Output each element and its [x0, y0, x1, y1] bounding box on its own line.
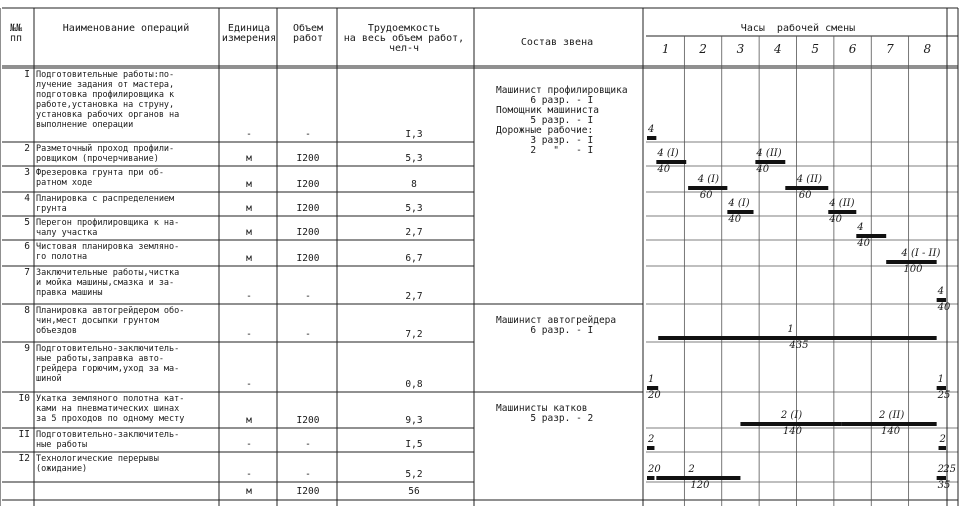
gantt-bar-duration: 140 [782, 426, 802, 437]
header-crew: Состав звена [520, 37, 594, 48]
row-unit: - [246, 469, 252, 480]
gantt-bar-label: 20 [648, 464, 661, 475]
row-unit: - [246, 329, 252, 340]
gantt-bar-duration: 140 [881, 426, 901, 437]
hour-label: 5 [811, 42, 820, 56]
row-labor: I,3 [405, 129, 423, 140]
row-volume: - [305, 129, 311, 140]
row-unit: м [246, 415, 252, 426]
crew-grader: Машинист автогрейдера 6 разр. - I [496, 315, 617, 336]
gantt-bar-label: 25 [943, 464, 956, 475]
row-number: 6 [24, 241, 30, 252]
gantt-bar-label: 2 [939, 434, 946, 445]
row-number: 9 [24, 343, 30, 354]
gantt-bar-label: 4 (I) [657, 148, 679, 159]
gantt-bar-duration: 40 [857, 238, 871, 249]
row-labor: I,5 [405, 439, 423, 450]
gantt-bar-label: 1 [648, 374, 655, 385]
gantt-bar-duration: 120 [690, 480, 710, 491]
hour-label: 7 [886, 42, 894, 56]
row-volume: - [305, 291, 311, 302]
row-volume: - [305, 439, 311, 450]
gantt-bar-label: 4 [857, 222, 864, 233]
header-operation: Наименование операций [62, 23, 190, 34]
total-volume: I200 [296, 486, 320, 497]
row-operation-name: Подготовительно-заключитель- ные работы,заправка авто- грейдера горючим,уход за ма- шиной [36, 344, 180, 384]
row-operation-name: Планировка с распределением грунта [36, 194, 175, 214]
gantt-bar-duration: 35 [937, 480, 951, 491]
gantt-bar [647, 476, 654, 480]
gantt-bar-duration: 40 [829, 214, 842, 225]
hour-label: 3 [736, 42, 745, 56]
row-number: 2 [24, 143, 30, 154]
row-volume: - [305, 469, 311, 480]
row-unit: - [246, 379, 252, 390]
row-number: 5 [24, 217, 30, 228]
crew-rollers: Машинисты катков 5 разр. - 2 [496, 403, 594, 424]
row-operation-name: Технологические перерывы (ожидание) [36, 454, 159, 474]
row-number: 7 [24, 267, 30, 278]
row-volume: I200 [296, 203, 320, 214]
gantt-bar-duration: 40 [756, 164, 770, 175]
row-volume: I200 [296, 253, 320, 264]
header-volume: Объем работ [292, 23, 324, 44]
row-operation-name: Фрезеровка грунта при об- ратном ходе [36, 168, 164, 188]
total-unit: м [246, 486, 252, 497]
gantt-bar-label: 4 [648, 124, 655, 135]
row-number: 3 [24, 167, 30, 178]
row-labor: 5,3 [405, 153, 423, 164]
row-number: II [18, 429, 30, 440]
row-unit: м [246, 203, 252, 214]
gantt-bar [939, 446, 946, 450]
gantt-bar-label: 4 (I) [728, 198, 750, 209]
row-operation-name: Перегон профилировщика к на- чалу участка [36, 218, 180, 238]
row-labor: 6,7 [405, 253, 423, 264]
row-volume: I200 [296, 415, 320, 426]
gantt-bar-label: 4 (II) [756, 148, 782, 159]
row-operation-name: Разметочный проход профили- ровщиком (прочерчивание) [36, 144, 175, 164]
row-number: I2 [18, 453, 30, 464]
crew-profiler: Машинист профилировщика 6 разр. - I Помощник машиниста 5 разр. - I Дорожные рабочие: 3 разр. - I 2 " - I [496, 85, 628, 156]
hour-label: 6 [848, 42, 857, 56]
gantt-bar-label: 2 [937, 464, 945, 475]
row-number: 8 [24, 305, 30, 316]
gantt-bar-duration: 60 [798, 190, 812, 201]
row-unit: - [246, 291, 252, 302]
hour-label: 4 [773, 42, 782, 56]
hour-label: 8 [923, 42, 932, 56]
row-number: I0 [18, 393, 30, 404]
header-hours-title: Часы рабочей смены [740, 23, 856, 34]
row-operation-name: Укатка земляного полотна кат- ками на пневматических шинах за 5 проходов по одному месту [36, 394, 185, 424]
gantt-bar-label: 4 (I - II) [901, 248, 941, 259]
header-unit: Единица измерения [221, 23, 277, 44]
row-labor: 9,3 [405, 415, 423, 426]
row-volume: I200 [296, 227, 320, 238]
gantt-bar-label: 2 [688, 464, 695, 475]
row-number: I [24, 69, 30, 80]
row-labor: 2,7 [405, 227, 423, 238]
row-unit: - [246, 439, 252, 450]
row-labor: 7,2 [405, 329, 423, 340]
gantt-bar-duration: 60 [699, 190, 713, 201]
row-volume: I200 [296, 179, 320, 190]
gantt-bar-duration: 40 [728, 214, 742, 225]
row-operation-name: Планировка автогрейдером обо- чин,мест досыпки грунтом объездов [36, 306, 185, 336]
row-volume: I200 [296, 153, 320, 164]
gantt-bar [647, 136, 656, 140]
gantt-bar-duration: 20 [648, 390, 661, 401]
total-labor: 56 [408, 486, 420, 497]
row-volume: - [305, 329, 311, 340]
gantt-bar-label: 2 (I) [780, 410, 803, 421]
row-operation-name: Подготовительно-заключитель- ные работы [36, 430, 180, 450]
gantt-bar-label: 2 [648, 434, 655, 445]
row-operation-name: Подготовительные работы:по- лучение задания от мастера, подготовка профилировщика к работе,установка на струну, установка рабочих органов на выполнение операции [36, 70, 180, 130]
gantt-bar-label: 2 (II) [879, 410, 905, 421]
header-number: №№ пп [9, 23, 23, 44]
row-unit: м [246, 227, 252, 238]
gantt-bar-label: 1 [787, 324, 794, 335]
hour-label: 1 [661, 42, 670, 56]
row-unit: м [246, 253, 252, 264]
row-labor: 0,8 [405, 379, 423, 390]
gantt-bar [647, 446, 654, 450]
row-unit: м [246, 179, 252, 190]
row-unit: м [246, 153, 252, 164]
row-labor: 5,2 [405, 469, 423, 480]
gantt-bar-label: 1 [937, 374, 945, 385]
row-labor: 5,3 [405, 203, 423, 214]
header-labor: Трудоемкость на весь объем работ, чел-ч [343, 23, 465, 54]
row-number: 4 [24, 193, 30, 204]
row-unit: - [246, 129, 252, 140]
row-operation-name: Заключительные работы,чистка и мойка машины,смазка и за- правка машины [36, 268, 180, 298]
gantt-bar-label: 4 (II) [796, 174, 823, 185]
hour-label: 2 [699, 42, 707, 56]
gantt-bar-duration: 25 [937, 390, 951, 401]
gantt-bar-duration: 40 [657, 164, 671, 175]
gantt-bar-label: 4 (II) [829, 198, 855, 209]
gantt-bar-label: 4 (I) [697, 174, 720, 185]
row-labor: 2,7 [405, 291, 423, 302]
row-operation-name: Чистовая планировка земляно- го полотна [36, 242, 180, 262]
gantt-bar-label: 4 [937, 286, 945, 297]
gantt-bar-duration: 435 [789, 340, 809, 351]
gantt-bar-duration: 100 [903, 264, 923, 275]
gantt-bar-duration: 40 [937, 302, 951, 313]
row-labor: 8 [411, 179, 417, 190]
